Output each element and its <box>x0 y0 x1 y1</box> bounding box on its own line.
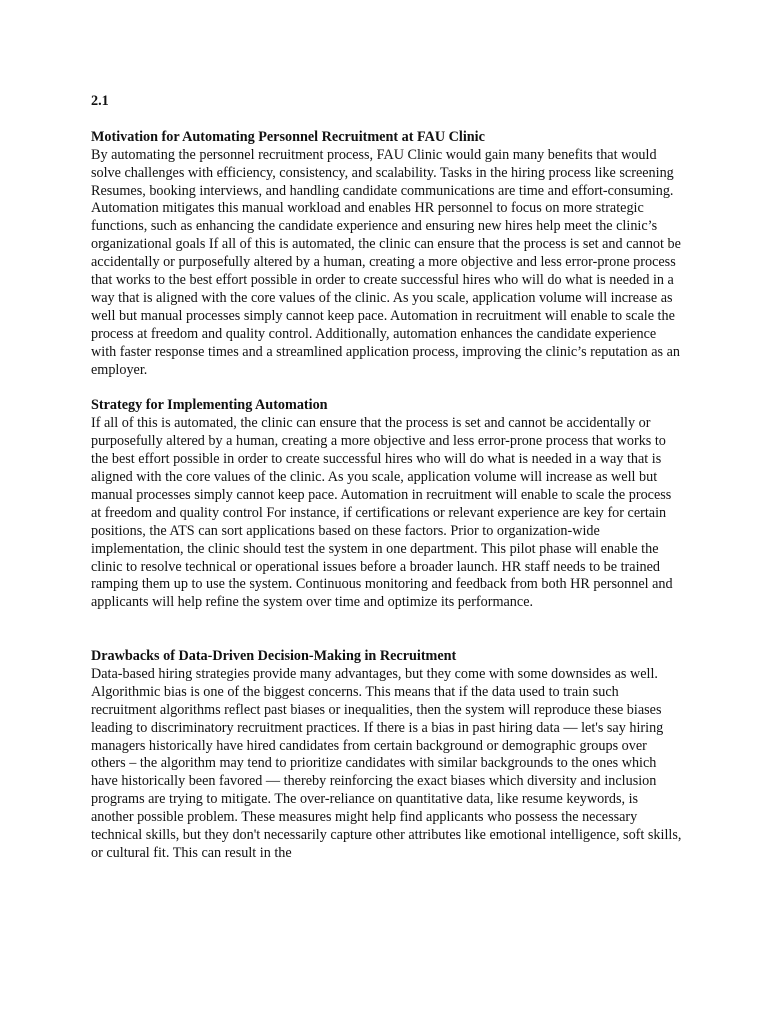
section-body: Data-based hiring strategies provide many advantages, but they come with some downsides as well. Algorithmic bias is one of the biggest concerns. This means that if the data used to train such recruitment algorithms reflect past biases or inequalities, then the system will reproduce these biases leading to discriminatory recruitment practices. If there is a bias in past hiring data — let's say hiring managers historically have hired candidates from certain background or demographic groups over others – the algorithm may tend to prioritize candidates with similar backgrounds to the ones which have historically been favored — thereby reinforcing the exact biases which diversity and inclusion programs are trying to mitigate. The over-reliance on quantitative data, like resume keywords, is another possible problem. These measures might help find applicants who possess the necessary technical skills, but they don't necessarily capture other attributes like emotional intelligence, soft skills, or cultural fit. This can result in the <box>91 665 682 862</box>
section-strategy <box>91 397 683 612</box>
section-drawbacks <box>91 648 683 863</box>
section-body: By automating the personnel recruitment process, FAU Clinic would gain many benefits that would solve challenges with efficiency, consistency, and scalability. Tasks in the hiring process like screening Resumes, booking interviews, and handling candidate communications are time and effort-consuming. Automation mitigates this manual workload and enables HR personnel to focus on more strategic functions, such as enhancing the candidate experience and ensuring new hires help meet the clinic’s organizational goals If all of this is automated, the clinic can ensure that the process is set and cannot be accidentally or purposefully altered by a human, creating a more objective and less error-prone process that works to the best effort possible in order to create successful hires who will do what is needed in a way that is aligned with the core values of the clinic. As you scale, application volume will increase as well but manual processes simply cannot keep pace. Automation in recruitment will enable to scale the process at freedom and quality control. Additionally, automation enhances the candidate experience with faster response times and a streamlined application process, improving the clinic’s reputation as an employer. <box>91 146 681 378</box>
section-heading: Drawbacks of Data-Driven Decision-Making in Recruitment <box>91 648 457 665</box>
section-heading: Strategy for Implementing Automation <box>91 397 328 414</box>
section-heading: Motivation for Automating Personnel Recruitment at FAU Clinic <box>91 128 485 145</box>
section-number: 2.1 <box>91 93 109 109</box>
document-page <box>91 93 683 881</box>
section-motivation <box>91 129 683 380</box>
section-body: If all of this is automated, the clinic can ensure that the process is set and cannot be accidentally or purposefully altered by a human, creating a more objective and less error-prone process that works to the best effort possible in order to create successful hires who will do what is needed in a way that is aligned with the core values of the clinic. As you scale, application volume will increase as well but manual processes simply cannot keep pace. Automation in recruitment will enable to scale the process at freedom and quality control For instance, if certifications or relevant experience are key for certain positions, the ATS can sort applications based on these factors. Prior to organization-wide implementation, the clinic should test the system in one department. This pilot phase will enable the clinic to resolve technical or operational issues before a broader launch. HR staff needs to be trained ramping them up to use the system. Continuous monitoring and feedback from both HR personnel and applicants will help refine the system over time and optimize its performance. <box>91 415 673 611</box>
